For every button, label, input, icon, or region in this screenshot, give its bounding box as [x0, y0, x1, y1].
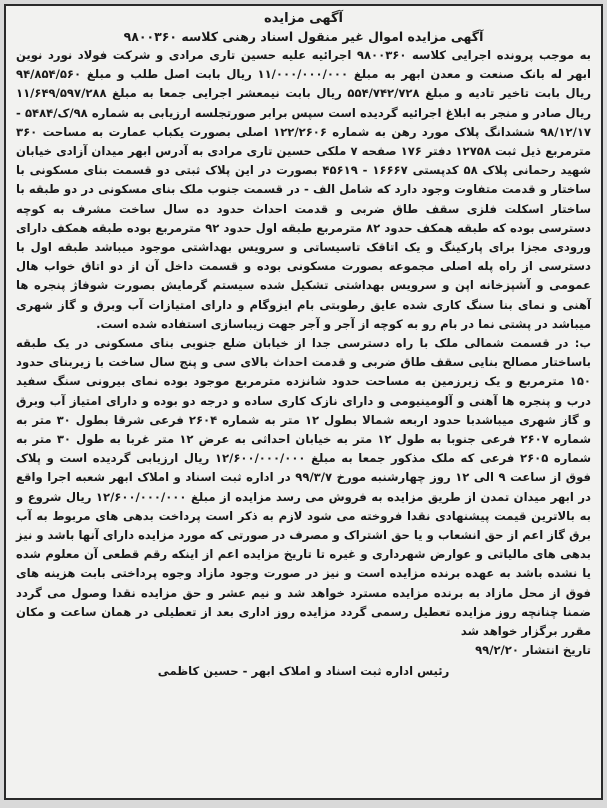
notice-subtitle: آگهی مزایده اموال غیر منقول اسناد رهنی کلاسه ۹۸۰۰۳۶۰: [123, 29, 484, 44]
signature: رئیس اداره ثبت اسناد و املاک ابهر - حسین کاظمی: [157, 664, 450, 679]
notice-paragraph-2: ب: در قسمت شمالی ملک با راه دسترسی جدا از خیابان ضلع جنوبی بنای مسکونی در یک طبقه باساختار مصالح بنایی سقف طاق ضربی و قدمت احداث بالای سی و پنج سال ساخت با زیربنای حدود ۱۵۰ مترمربع و یک زیرزمین به مساحت حدود شانزده مترمربع موجود بوده نمای بیرونی سنگ سفید درب و پنجره ها آهنی و آلومینیومی و دارای نازک کاری ساده و درجه دو بوده و دارای امتیاز آب وبرق و گاز شهری میباشدبا حدود اربعه شمالا بطول ۱۲ متر به شماره ۲۶۰۴ فرعی شرقا بطول ۳۰ متر به شماره ۲۶۰۷ فرعی جنوبا به طول ۱۲ متر به خیابان احداثی به عرض ۱۲ متر غربا به طول ۳۰ متر به شماره ۲۶۰۵ فرعی که ملک مذکور جمعا به مبلغ ۱۲/۶۰۰/۰۰۰/۰۰۰ ریال ارزیابی گردیده است و پلاک فوق از ساعت ۹ الی ۱۲ روز چهارشنبه مورخ ۹۹/۳/۷ در اداره ثبت اسناد و املاک ابهر شعبه اجرا واقع در ابهر میدان تمدن از طریق مزایده به فروش می رسد مزایده از مبلغ ۱۲/۶۰۰/۰۰۰/۰۰۰ ریال شروع و به بالاترین قیمت پیشنهادی نقدا فروخته می شود لازم به ذکر است پرداخت بدهی های مربوط به آب برق گاز اعم از حق انشعاب و یا حق اشتراک و مصرف در صورتی که مورد مزایده دارای آنها باشد و نیز بدهی های مالیاتی و عوارض شهرداری و غیره تا تاریخ مزایده اعم از اینکه رقم قطعی آن معلوم شده یا نشده باشد به عهده برنده مزایده است و نیز در صورت وجود مازاد وجوه پرداختی بابت هزینه های فوق از محل مازاد به برنده مزایده مسترد خواهد شد و نیم عشر و حق مزایده نقدا وصول می گردد ضمنا چنانچه روز مزایده تعطیل رسمی گردد مزایده روز اداری بعد از تعطیلی در همان ساعت و مکان مقرر برگزار خواهد شد: [16, 336, 591, 639]
notice-title: آگهی مزایده: [264, 11, 343, 26]
notice-paragraph-1: به موجب پرونده اجرایی کلاسه ۹۸۰۰۳۶۰ اجرائیه علیه حسین تاری مرادی و شرکت فولاد نورد نوین ابهر له بانک صنعت و معدن ابهر به مبلغ ۱۱/۰۰۰/۰۰۰/۰۰۰ ریال بابت اصل طلب و مبلغ ۹۴/۸۵۴/۵۶۰ ریال بابت تاخیر تادیه و مبلغ ۵۵۴/۷۴۲/۷۲۸ ریال بابت نیمعشر اجرایی جمعا به مبلغ ۱۱/۶۴۹/۵۹۷/۲۸۸ ریال صادر و منجر به ابلاغ اجرائیه گردیده است سپس برابر صورتجلسه ارزیابی به شماره ۹۸/ک/۵۴۸۴ - ۹۸/۱۲/۱۷ ششدانگ پلاک مورد رهن به شماره ۱۲۲/۲۶۰۶ اصلی بصورت یکباب عمارت به مساحت ۳۶۰ مترمربع ذیل ثبت ۱۲۷۵۸ دفتر ۱۷۶ صفحه ۷ ملکی حسین تاری مرادی به آدرس ابهر میدان آزادی خیابان شهید رحمانی پلاک ۵۸ کدپستی ۱۶۶۶۷ - ۴۵۶۱۹ بصورت در این پلاک ثبتی دو قسمت بنای مسکونی با ساختار و قدمت متفاوت وجود دارد که شامل الف - در قسمت جنوب ملک بنای مسکونی در دو طبقه با ساختار اسکلت فلزی سقف طاق ضربی و قدمت احداث حدود ده سال ساخت مشرف به کوچه دسترسی بوده که طبقه همکف حدود ۸۲ مترمربع طبقه اول حدود ۹۲ مترمربع بوده طبقه همکف دارای ورودی مجزا برای پارکینگ و یک اتاقک تاسیساتی و سرویس بهداشتی موجود میباشد طبقه اول با دسترسی از راه پله اصلی مجموعه بصورت مسکونی بوده و قسمت داخل آن از دو اتاق خواب هال عمومی و آشپزخانه اپن و سرویس بهداشتی تشکیل شده سیستم گرمایش بصورت شوفاژ پنجره ها آهنی و نمای بنا سنگ کاری شده عایق رطوبتی بام ایزوگام و دارای امتیازات آب وبرق و گاز شهری میباشد در پشتی نما در بام رو به کوچه از آجر و آجر جهت زیباسازی استفاده شده است.: [16, 48, 592, 331]
auction-notice: [4, 4, 603, 800]
publish-date: تاریخ انتشار ۹۹/۲/۲۰: [475, 643, 591, 658]
